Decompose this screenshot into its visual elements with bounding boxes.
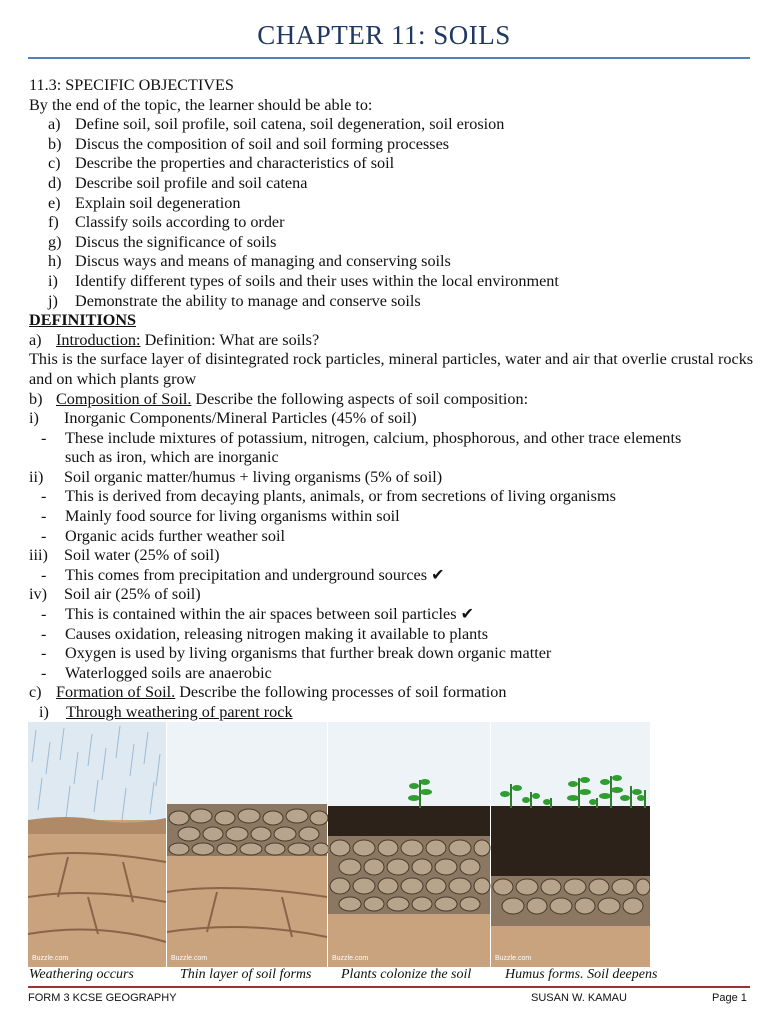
component-title: iv) Soil air (25% of soil) — [29, 585, 201, 604]
soil-definition: This is the surface layer of disintegrated rock particles, mineral particles, water and air that overlie crustal rocks and on which plants grow — [29, 350, 754, 388]
component-title: i) Inorganic Components/Mineral Particles (45% of soil) — [29, 409, 417, 428]
footer-author: SUSAN W. KAMAU — [531, 992, 627, 1004]
chapter-title: CHAPTER 11: SOILS — [257, 20, 511, 50]
bullet-point: - Causes oxidation, releasing nitrogen making it available to plants — [41, 624, 489, 643]
composition-component — [29, 546, 754, 585]
objective-item: f) Classify soils according to order — [48, 213, 285, 232]
footer-course: FORM 3 KCSE GEOGRAPHY — [28, 992, 177, 1004]
objective-item: e) Explain soil degeneration — [48, 193, 241, 212]
objective-item: b) Discus the composition of soil and soil forming processes — [48, 134, 450, 153]
title-divider — [28, 57, 750, 59]
objective-item: d) Describe soil profile and soil catena — [48, 173, 308, 192]
bullet-point: - This comes from precipitation and underground sources ✔ — [41, 565, 445, 584]
bullet-point: - Waterlogged soils are anaerobic — [41, 663, 272, 682]
objectives-list — [29, 115, 754, 311]
composition-component — [29, 409, 754, 468]
objective-item: c) Describe the properties and characteristics of soil — [48, 154, 395, 173]
component-title: ii) Soil organic matter/humus + living organisms (5% of soil) — [29, 467, 443, 486]
bullet-point: - This is contained within the air spaces between soil particles ✔ — [41, 605, 475, 624]
thin-soil-panel — [167, 722, 329, 967]
bullet-point: - Mainly food source for living organisms within soil — [41, 507, 400, 526]
objective-item: a) Define soil, soil profile, soil catena, soil degeneration, soil erosion — [48, 115, 505, 134]
watermark: Buzzle.com — [495, 955, 532, 962]
figure-caption: Humus forms. Soil deepens — [505, 967, 658, 982]
watermark: Buzzle.com — [171, 955, 208, 962]
watermark: Buzzle.com — [32, 955, 69, 962]
bullet-point: - This is derived from decaying plants, animals, or from secretions of living organisms — [41, 487, 616, 506]
footer-divider — [28, 986, 750, 988]
page-number: Page 1 — [712, 992, 747, 1004]
objectives-heading: 11.3: SPECIFIC OBJECTIVES — [29, 76, 234, 94]
composition-line: b) Composition of Soil. Describe the following aspects of soil composition: — [29, 389, 529, 408]
introduction-line: a) Introduction: Definition: What are soils? — [29, 330, 320, 349]
objective-item: g) Discus the significance of soils — [48, 232, 277, 251]
bullet-point: - These include mixtures of potassium, nitrogen, calcium, phosphorous, and other trace elements such as iron, which are inorganic — [41, 428, 682, 467]
objective-item: h) Discus ways and means of managing and conserving soils — [48, 252, 451, 271]
definitions-heading: DEFINITIONS — [29, 311, 137, 330]
bullet-point: - Organic acids further weather soil — [41, 526, 285, 545]
objective-item: j) Demonstrate the ability to manage and conserve soils — [48, 291, 421, 310]
figure-caption: Weathering occurs — [29, 967, 134, 982]
formation-line: c) Formation of Soil. Describe the following processes of soil formation — [29, 683, 507, 702]
objectives-intro: By the end of the topic, the learner should be able to: — [29, 95, 373, 114]
weathering-subheading: i) Through weathering of parent rock — [39, 703, 293, 721]
plants-colonize-panel — [328, 722, 490, 967]
weathering-panel — [28, 722, 166, 967]
watermark: Buzzle.com — [332, 955, 369, 962]
composition-component — [29, 468, 754, 546]
figure-caption: Plants colonize the soil — [341, 967, 472, 982]
component-title: iii) Soil water (25% of soil) — [29, 546, 220, 565]
document-body — [29, 76, 754, 723]
bullet-point: - Oxygen is used by living organisms that further break down organic matter — [41, 644, 552, 663]
humus-forms-panel — [491, 722, 650, 967]
soil-formation-illustration — [28, 722, 650, 967]
objective-item: i) Identify different types of soils and their uses within the local environment — [48, 271, 559, 290]
composition-component — [29, 585, 754, 683]
figure-caption: Thin layer of soil forms — [180, 967, 312, 982]
